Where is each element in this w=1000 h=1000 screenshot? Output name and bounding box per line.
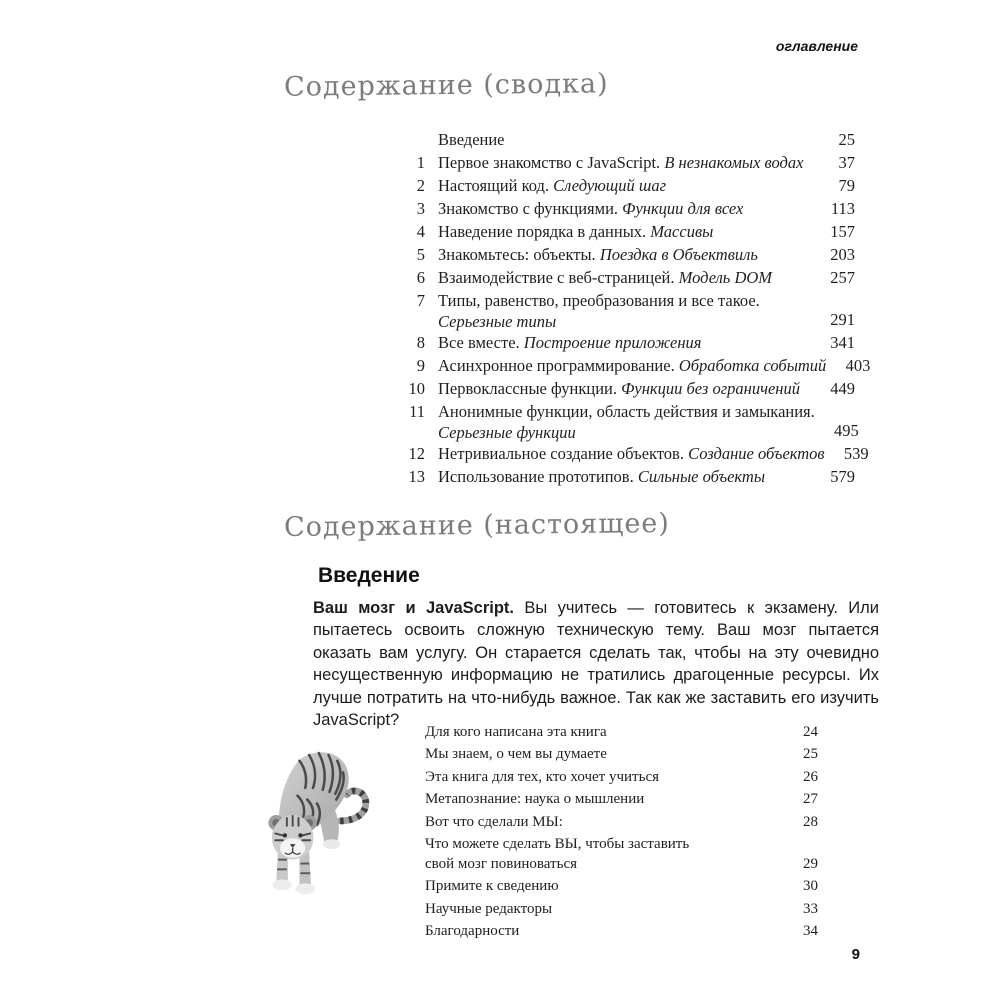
toc-entry-title: [425, 743, 782, 765]
toc-page-number: 29: [803, 856, 818, 873]
toc-entry-title: [425, 833, 782, 875]
toc-title-second-line: свой мозг повиноваться: [425, 856, 578, 873]
toc-chapter-title: [425, 197, 811, 220]
toc-row: [425, 811, 818, 833]
toc-chapter-title: [425, 243, 811, 266]
toc-chapter-number: 10: [408, 379, 425, 398]
toc-title-subtitle: Функции для всех: [622, 199, 744, 218]
toc-chapter-number: 3: [416, 199, 425, 218]
toc-page-number: 26: [803, 768, 818, 785]
toc-title-main: Анонимные функции, область действия и замыкания.: [438, 402, 815, 421]
toc-entry-title: [425, 788, 782, 810]
toc-page-number: 37: [838, 153, 855, 172]
toc-page-number: 291: [830, 310, 855, 329]
toc-page-number: 33: [803, 900, 818, 917]
toc-page-number: 157: [830, 222, 855, 241]
toc-row: [395, 151, 855, 174]
toc-row: [425, 920, 818, 942]
toc-title-main: Научные редакторы: [425, 900, 553, 917]
toc-title-subtitle: Создание объектов: [688, 444, 825, 463]
toc-page-number: 25: [838, 130, 855, 149]
toc-page-number: 539: [843, 444, 869, 463]
toc-page-number: 79: [838, 176, 855, 195]
toc-chapter-title: [425, 289, 811, 331]
toc-chapter-number: 9: [416, 356, 425, 375]
toc-title-subtitle: Сильные объекты: [637, 467, 766, 486]
toc-title-main: Что можете сделать ВЫ, чтобы заставить: [425, 836, 690, 853]
toc-row: [395, 377, 855, 400]
toc-chapter-title: [425, 442, 825, 465]
toc-title-main: Знакомство с функциями.: [438, 199, 619, 218]
toc-chapter-number: 6: [416, 268, 425, 287]
toc-chapter-title: [425, 377, 811, 400]
toc-title-subtitle: Серьезные функции: [438, 423, 576, 442]
toc-row: [425, 721, 818, 743]
toc-chapter-title: [425, 220, 811, 243]
toc-chapter-title: [425, 331, 811, 354]
toc-title-main: Для кого написана эта книга: [425, 724, 607, 740]
toc-chapter-title: [425, 266, 811, 289]
toc-chapter-title: [425, 174, 811, 197]
toc-entry-title: [425, 811, 782, 833]
toc-chapter-title: [425, 465, 811, 488]
toc-chapter-number: 4: [416, 222, 425, 241]
toc-title-subtitle: Следующий шаг: [553, 176, 667, 195]
toc-title-main: Примите к сведению: [425, 878, 559, 895]
toc-row: [395, 354, 871, 377]
toc-entry-title: [425, 920, 782, 942]
toc-page-number: 579: [830, 467, 855, 486]
toc-title-main: Первое знакомство с JavaScript.: [438, 153, 661, 172]
toc-page-number: 203: [830, 245, 855, 264]
toc-row: [425, 743, 818, 765]
toc-summary-list: [395, 128, 871, 488]
toc-title-main: Нетривиальное создание объектов.: [438, 444, 684, 463]
toc-chapter-number: 13: [408, 467, 425, 486]
toc-title-subtitle: Серьезные типы: [438, 312, 557, 331]
toc-page-number: 27: [803, 791, 818, 808]
toc-title-subtitle: В незнакомых водах: [664, 153, 804, 172]
toc-page-number: 257: [830, 268, 855, 287]
toc-chapter-title: [425, 400, 815, 442]
toc-title-main: Благодарности: [425, 923, 520, 940]
toc-summary-heading: Содержание (сводка): [283, 68, 609, 103]
toc-row: [395, 197, 855, 220]
toc-chapter-number: 8: [416, 333, 425, 352]
toc-title-subtitle: Функции без ограничений: [621, 379, 800, 398]
toc-title-main: Метапознание: наука о мышлении: [425, 791, 645, 808]
toc-row: [395, 400, 859, 442]
toc-row: [395, 128, 855, 151]
toc-page-number: 30: [803, 878, 818, 895]
toc-row: [425, 875, 818, 897]
toc-full-heading: Содержание (настоящее): [283, 507, 671, 544]
toc-chapter-title: [425, 151, 811, 174]
toc-entry-title: [425, 875, 782, 897]
toc-row: [425, 898, 818, 920]
toc-row: [395, 266, 855, 289]
toc-chapter-number: 12: [408, 444, 425, 463]
toc-page-number: 25: [803, 746, 818, 763]
page-number: 9: [851, 946, 860, 963]
toc-row: [425, 766, 818, 788]
toc-title-main: Использование прототипов.: [438, 467, 634, 486]
toc-chapter-number: 5: [416, 245, 425, 264]
toc-entry-title: [425, 721, 782, 743]
toc-title-subtitle: Модель DOM: [678, 268, 773, 287]
toc-intro-list: [425, 721, 818, 943]
toc-page-number: 449: [830, 379, 855, 398]
toc-title-main: Знакомьтесь: объекты.: [438, 245, 596, 264]
toc-page-number: 28: [803, 813, 818, 830]
intro-paragraph: [313, 597, 879, 731]
toc-page-number: 24: [803, 724, 818, 740]
toc-page-number: 495: [834, 421, 859, 440]
toc-row: [425, 833, 818, 875]
toc-title-main: Вот что сделали МЫ:: [425, 813, 563, 830]
toc-title-main: Настоящий код.: [438, 176, 550, 195]
toc-chapter-number: 7: [416, 291, 425, 310]
toc-page-number: 34: [803, 923, 818, 940]
toc-title-main: Первоклассные функции.: [438, 379, 617, 398]
toc-row: [425, 788, 818, 810]
toc-title-main: Мы знаем, о чем вы думаете: [425, 746, 607, 763]
toc-row: [395, 289, 855, 331]
toc-page-number: 113: [830, 199, 855, 218]
toc-entry-title: [425, 766, 782, 788]
toc-chapter-title: [425, 354, 826, 377]
toc-title-subtitle: Массивы: [650, 222, 714, 241]
toc-row: [395, 331, 855, 354]
running-header: оглавление: [775, 38, 858, 54]
toc-title-main: Введение: [438, 130, 505, 149]
toc-chapter-number: 2: [416, 176, 425, 195]
toc-row: [395, 220, 855, 243]
intro-paragraph-body: Вы учитесь — готовитесь к экзамену. Или пытаетесь освоить сложную техническую тему. Ваш мозг пытается оказать вам услугу. Он старается сделать так, чтобы на эту очевидно несущественную информацию не тратились драгоценные ресурсы. Их лучше потратить на что-нибудь важное. Так как же заставить его изучить JavaScript?: [313, 599, 879, 730]
toc-title-subtitle: Обработка событий: [678, 356, 827, 375]
toc-title-main: Наведение порядка в данных.: [438, 222, 647, 241]
toc-row: [395, 174, 855, 197]
toc-title-subtitle: Построение приложения: [523, 333, 702, 352]
toc-row: [395, 442, 869, 465]
intro-paragraph-lead: Ваш мозг и JavaScript.: [313, 599, 515, 617]
toc-row: [395, 465, 855, 488]
tiger-illustration: [251, 738, 377, 896]
toc-chapter-number: 1: [416, 153, 425, 172]
toc-title-main: Эта книга для тех, кто хочет учиться: [425, 768, 660, 785]
toc-title-subtitle: Поездка в Объектвиль: [599, 245, 758, 264]
toc-title-main: Взаимодействие с веб-страницей.: [438, 268, 675, 287]
toc-page-number: 403: [845, 356, 871, 375]
toc-chapter-title: [425, 128, 811, 151]
toc-entry-title: [425, 898, 782, 920]
toc-title-main: Асинхронное программирование.: [438, 356, 675, 375]
toc-row: [395, 243, 855, 266]
toc-title-main: Все вместе.: [438, 333, 520, 352]
toc-chapter-number: 11: [409, 402, 425, 421]
toc-page-number: 341: [830, 333, 855, 352]
toc-title-main: Типы, равенство, преобразования и все такое.: [438, 291, 760, 310]
intro-section-title: Введение: [318, 564, 420, 587]
